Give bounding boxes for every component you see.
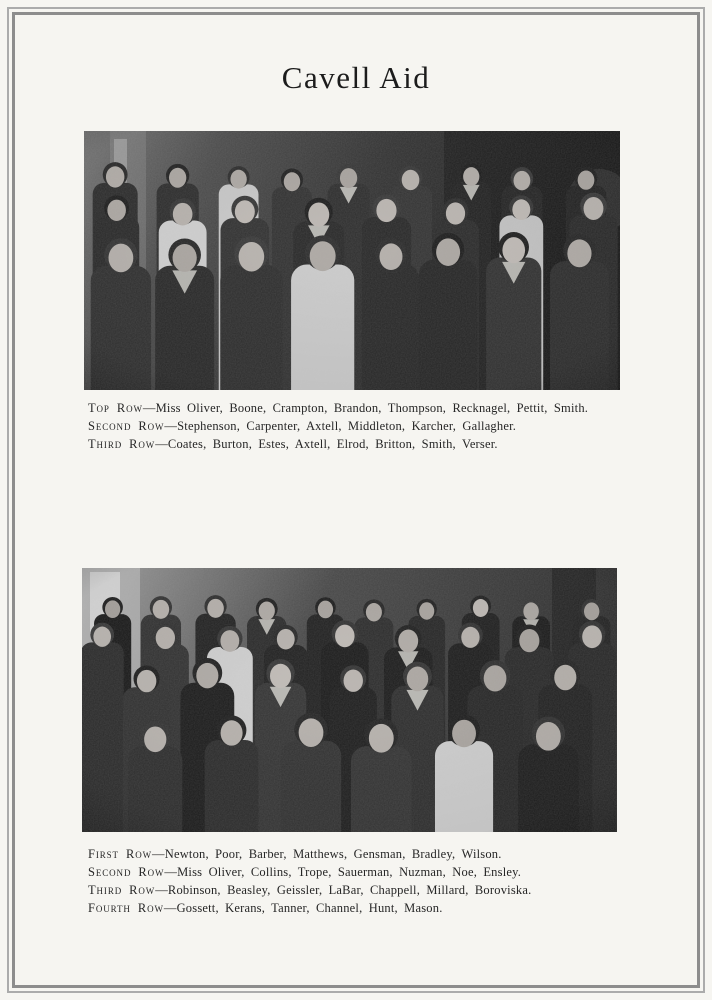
caption-row-label: Second Row — [88, 865, 165, 879]
caption-line — [88, 845, 640, 863]
caption-row-label: Third Row — [88, 883, 156, 897]
caption-row-label: Second Row — [88, 419, 165, 433]
page-title: Cavell Aid — [281, 60, 431, 95]
caption-names: —Robinson, Beasley, Geissler, LaBar, Chappell, Millard, Boroviska. — [155, 883, 532, 897]
group-photo-top — [84, 131, 620, 390]
caption-row-label: First Row — [88, 847, 153, 861]
group-photo-bottom-illustration — [82, 568, 617, 832]
group-photo-bottom — [82, 568, 617, 832]
caption-names: —Miss Oliver, Collins, Trope, Sauerman, Nuzman, Noe, Ensley. — [164, 865, 522, 879]
caption-row-label: Third Row — [88, 437, 156, 451]
caption-names: —Gossett, Kerans, Tanner, Channel, Hunt, Mason. — [163, 901, 443, 915]
photo-caption-top — [88, 399, 640, 453]
caption-names: —Newton, Poor, Barber, Matthews, Gensman, Bradley, Wilson. — [152, 847, 502, 861]
caption-names: —Coates, Burton, Estes, Axtell, Elrod, Britton, Smith, Verser. — [155, 437, 498, 451]
caption-line — [88, 417, 640, 435]
group-photo-top-illustration — [84, 131, 620, 390]
caption-line — [88, 899, 640, 917]
caption-line — [88, 435, 640, 453]
caption-names: —Miss Oliver, Boone, Crampton, Brandon, Thompson, Recknagel, Pettit, Smith. — [142, 401, 589, 415]
caption-row-label: Top Row — [88, 401, 143, 415]
caption-line — [88, 881, 640, 899]
caption-line — [88, 863, 640, 881]
caption-row-label: Fourth Row — [88, 901, 164, 915]
caption-line — [88, 399, 640, 417]
photo-caption-bottom — [88, 845, 640, 917]
caption-names: —Stephenson, Carpenter, Axtell, Middleton, Karcher, Gallagher. — [164, 419, 517, 433]
